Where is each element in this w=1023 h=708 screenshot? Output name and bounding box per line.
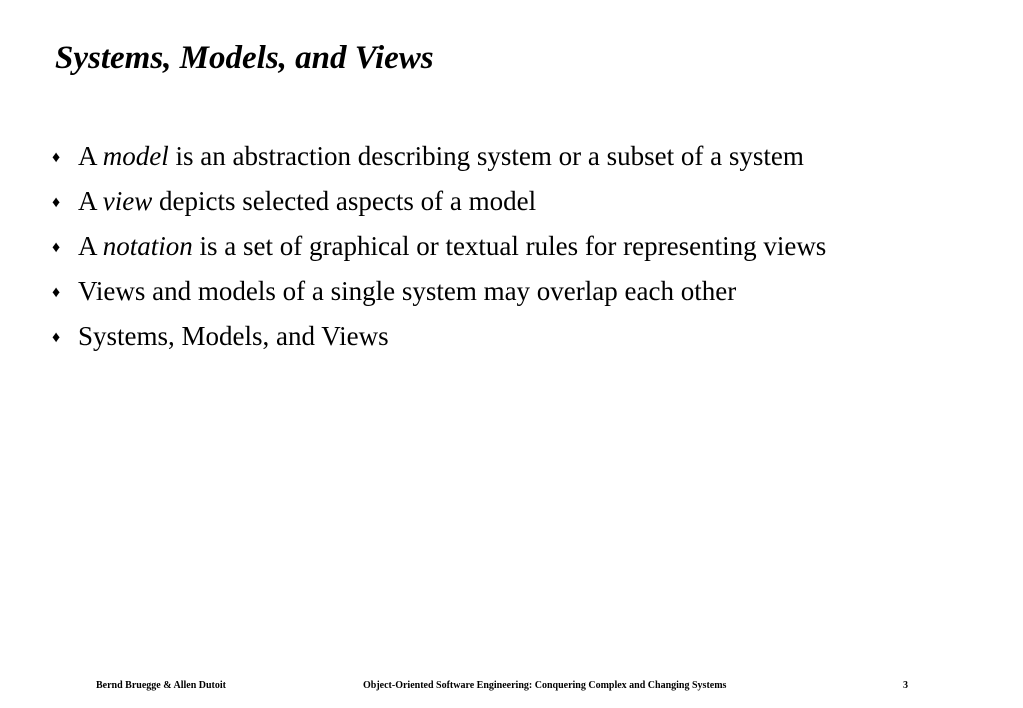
bullet-prefix: Systems, Models, and Views (78, 321, 389, 351)
bullet-prefix: A (78, 186, 103, 216)
bullet-text (78, 316, 389, 356)
bullet-suffix: depicts selected aspects of a model (152, 186, 537, 216)
bullet-item-model (52, 136, 826, 181)
bullet-text (78, 226, 826, 266)
bullet-suffix: is an abstraction describing system or a subset of a system (168, 141, 804, 171)
bullet-item-systems-models-views (52, 316, 826, 361)
bullet-item-notation (52, 226, 826, 271)
bullet-text (78, 136, 804, 176)
diamond-bullet-icon: ♦ (52, 149, 61, 166)
bullet-item-view (52, 181, 826, 226)
diamond-bullet-icon: ♦ (52, 194, 61, 211)
slide-title: Systems, Models, and Views (55, 40, 434, 76)
bullet-emphasis: model (102, 141, 169, 171)
bullet-list (52, 136, 826, 361)
footer-page-number: 3 (903, 680, 908, 691)
bullet-text (78, 181, 536, 221)
footer-book-title: Object-Oriented Software Engineering: Conquering Complex and Changing Systems (363, 680, 727, 691)
bullet-item-overlap (52, 271, 826, 316)
bullet-emphasis: notation (102, 231, 193, 261)
bullet-suffix: is a set of graphical or textual rules for representing views (192, 231, 827, 261)
bullet-text (78, 271, 736, 311)
footer-authors: Bernd Bruegge & Allen Dutoit (96, 680, 226, 691)
bullet-emphasis: view (102, 186, 153, 216)
diamond-bullet-icon: ♦ (52, 284, 61, 301)
bullet-prefix: A (78, 231, 103, 261)
bullet-prefix: Views and models of a single system may overlap each other (78, 276, 737, 306)
bullet-prefix: A (78, 141, 103, 171)
diamond-bullet-icon: ♦ (52, 239, 61, 256)
diamond-bullet-icon: ♦ (52, 329, 61, 346)
